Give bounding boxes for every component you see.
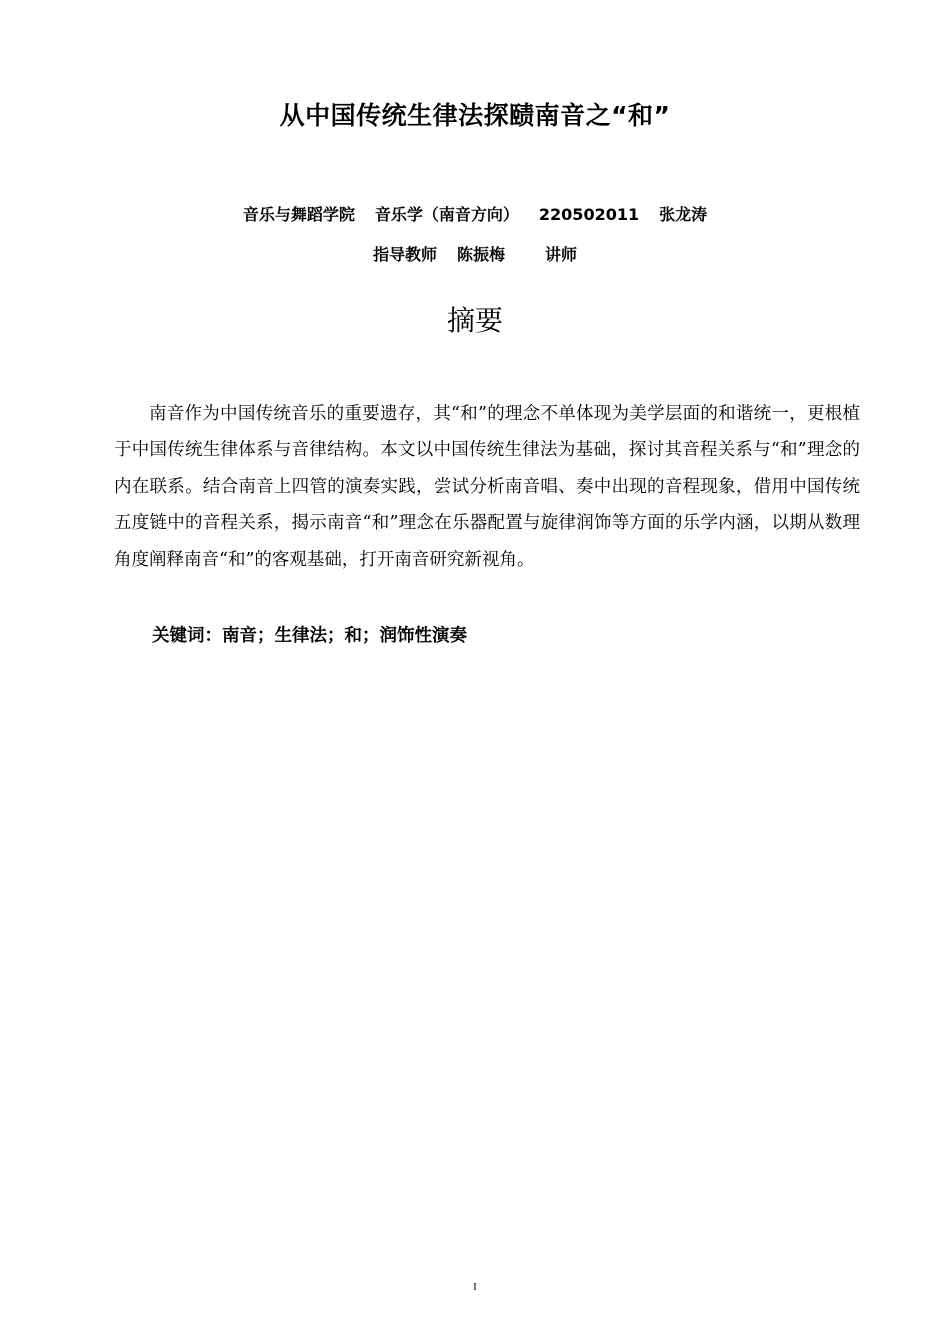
author-info — [0, 203, 950, 227]
abstract-body: 南音作为中国传统音乐的重要遗存，其“和”的理念不单体现为美学层面的和谐统一，更根植于中国传统生律体系与音律结构。本文以中国传统生律法为基础，探讨其音程关系与“和”理念的内在联系。结合南音上四管的演奏实践，尝试分析南音唱、奏中出现的音程现象，借用中国传统五度链中的音程关系，揭示南音“和”理念在乐器配置与旋律润饰等方面的乐学内涵，以期从数理角度阐释南音“和”的客观基础，打开南音研究新视角。 — [114, 404, 860, 570]
author-major: 音乐学（南音方向） — [374, 205, 519, 224]
advisor-info — [0, 243, 950, 267]
keywords-label: 关键词： — [152, 626, 222, 646]
abstract-heading: 摘要 — [446, 304, 503, 337]
author-student-id: 220502011 — [538, 205, 640, 224]
keywords-line — [152, 622, 467, 650]
paper-title: 从中国传统生律法探赜南音之“和” — [279, 101, 671, 130]
keywords-list: 南音；生律法；和；润饰性演奏 — [222, 626, 467, 646]
advisor-label: 指导教师 — [372, 245, 437, 264]
advisor-name: 陈振梅 — [456, 245, 505, 264]
author-college: 音乐与舞蹈学院 — [242, 205, 355, 224]
author-name: 张龙涛 — [659, 205, 708, 224]
advisor-rank: 讲师 — [545, 245, 578, 264]
page-number: I — [473, 1281, 477, 1293]
